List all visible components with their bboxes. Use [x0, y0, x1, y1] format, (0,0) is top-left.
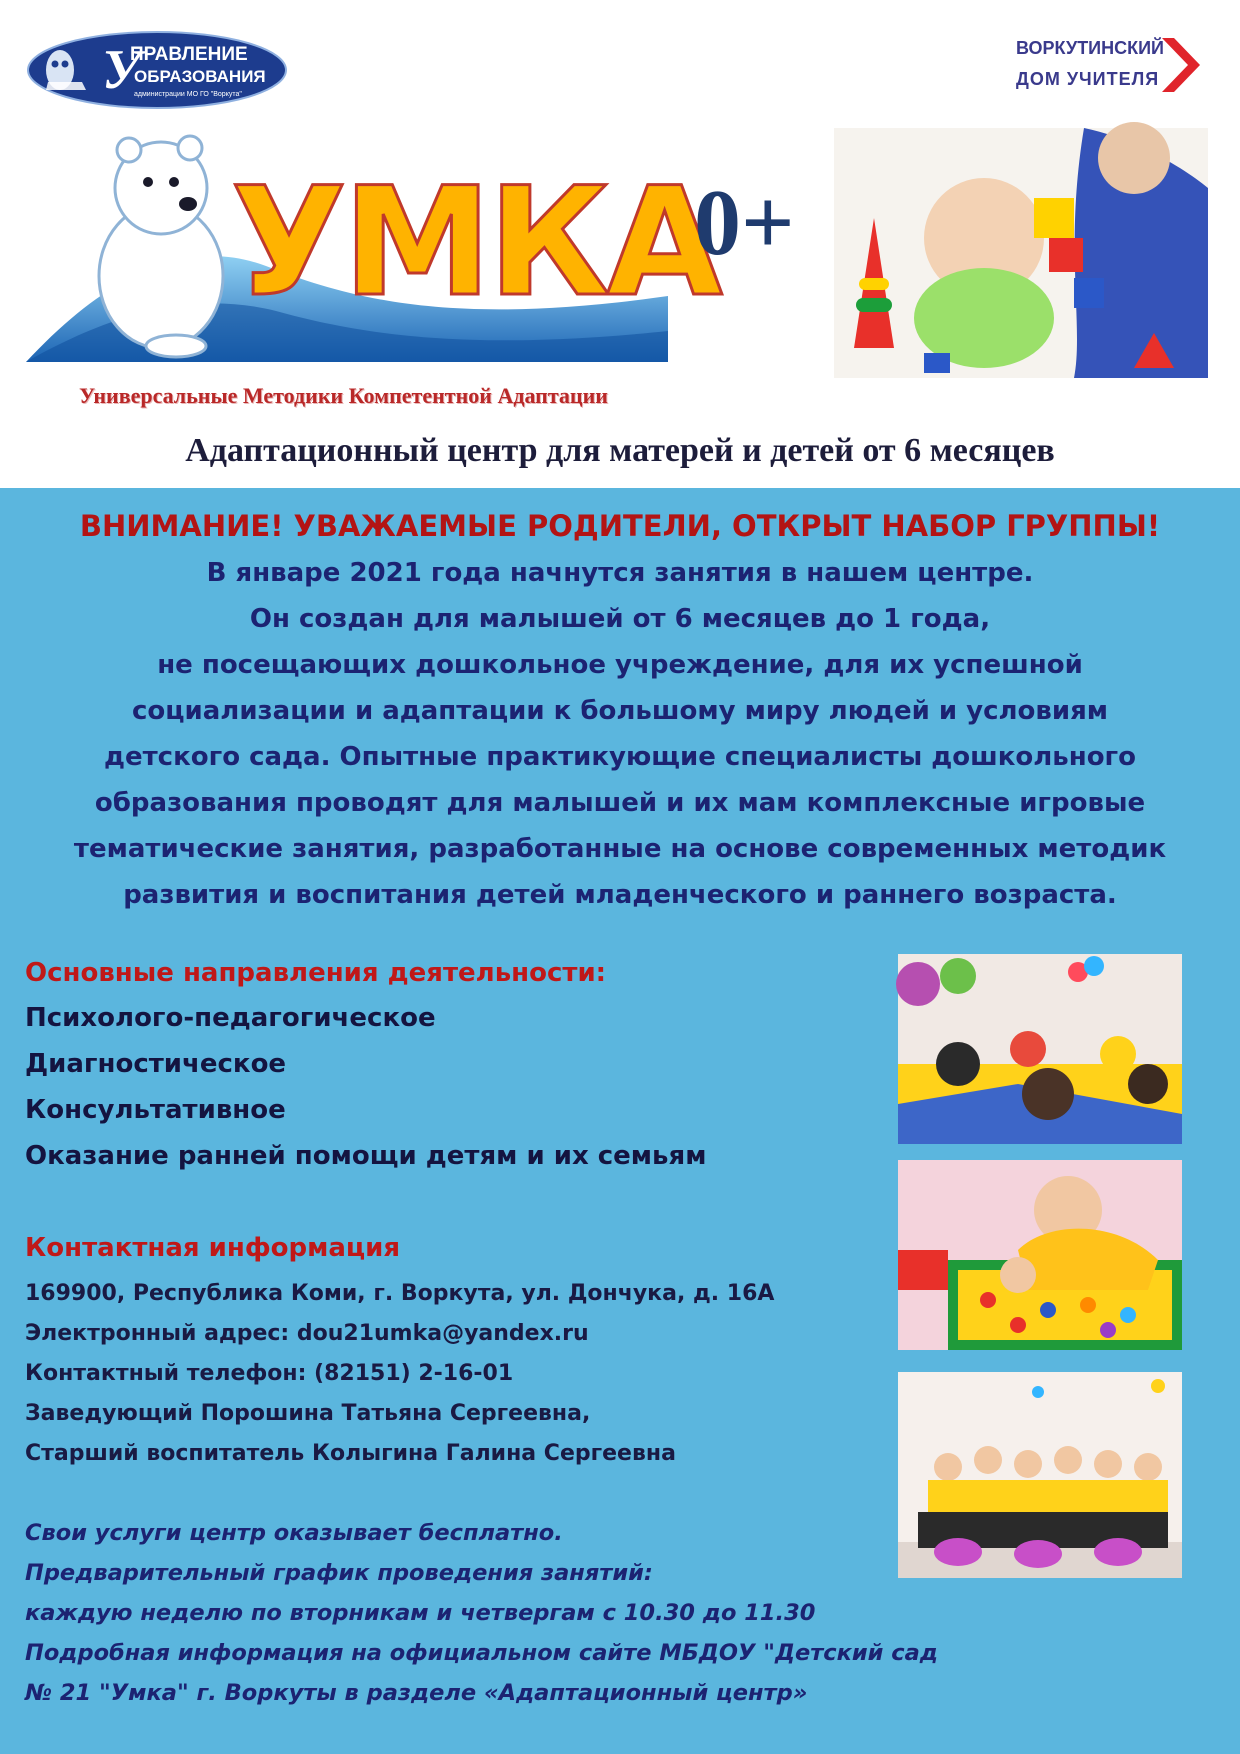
- vdu-logo-line1: ВОРКУТИНСКИЙ: [1016, 38, 1164, 58]
- vdu-logo: [1010, 30, 1210, 100]
- polar-bear-mascot-icon: [99, 136, 223, 357]
- intro-line: не посещающих дошкольное учреждение, для их успешной: [157, 650, 1083, 680]
- intro-line: тематические занятия, разработанные на основе современных методик: [73, 834, 1167, 864]
- contact-email: Электронный адрес: dou21umka@yandex.ru: [25, 1321, 589, 1346]
- upr-logo-line2: ОБРАЗОВАНИЯ: [134, 67, 266, 86]
- intro-line: Он создан для малышей от 6 месяцев до 1 года,: [249, 604, 991, 634]
- direction-item: Оказание ранней помощи детям и их семьям: [25, 1141, 707, 1171]
- header: [0, 0, 1240, 488]
- page-title: Адаптационный центр для матерей и детей от 6 месяцев: [185, 432, 1055, 469]
- intro-line: образования проводят для малышей и их мам комплексные игровые: [94, 788, 1146, 818]
- note-line: № 21 "Умка" г. Воркуты в разделе «Адаптационный центр»: [25, 1680, 808, 1706]
- upr-logo: [26, 30, 288, 110]
- subtitle: Универсальные Методики Компетентной Адаптации: [79, 383, 608, 408]
- intro-line: детского сада. Опытные практикующие специалисты дошкольного: [103, 742, 1136, 772]
- directions-title: Основные направления деятельности:: [25, 958, 607, 988]
- note-line: Подробная информация на официальном сайте МБДОУ "Детский сад: [25, 1640, 938, 1666]
- direction-item: Психолого-педагогическое: [25, 1003, 436, 1033]
- photo-baby-toys: [834, 128, 1208, 378]
- vdu-logo-line2: ДОМ УЧИТЕЛЯ: [1016, 69, 1160, 89]
- upr-logo-letter: У: [102, 39, 141, 101]
- contact-address: 169900, Республика Коми, г. Воркута, ул. Дончука, д. 16А: [25, 1281, 775, 1306]
- note-line: Свои услуги центр оказывает бесплатно.: [25, 1520, 563, 1546]
- umka-logo-text: УМКА: [231, 156, 719, 330]
- note-line: каждую неделю по вторникам и четвергам с 10.30 до 11.30: [25, 1600, 816, 1626]
- direction-item: Диагностическое: [25, 1049, 287, 1079]
- intro-line: развития и воспитания детей младенческого и раннего возраста.: [123, 880, 1117, 910]
- info-panel: [0, 488, 1240, 1754]
- red-chevron-arrow-icon: [1160, 34, 1206, 96]
- upr-logo-line1: ПРАВЛЕНИЕ: [130, 44, 248, 65]
- intro-line: В январе 2021 года начнутся занятия в нашем центре.: [206, 558, 1034, 588]
- intro-line: социализации и адаптации к большому миру людей и условиям: [131, 696, 1109, 726]
- umka-logo: [26, 126, 719, 362]
- note-line: Предварительный график проведения занятий:: [25, 1560, 653, 1586]
- upr-logo-small: администрации МО ГО "Воркута": [134, 91, 242, 98]
- photo-group-portrait: [898, 1372, 1182, 1578]
- photo-group-class: [898, 954, 1182, 1144]
- contact-head: Заведующий Порошина Татьяна Сергеевна,: [25, 1401, 591, 1426]
- direction-item: Консультативное: [25, 1095, 286, 1125]
- photo-ball-pit: [898, 1160, 1182, 1350]
- contact-senior-teacher: Старший воспитатель Колыгина Галина Сергеевна: [25, 1441, 676, 1466]
- attention-headline: ВНИМАНИЕ! УВАЖАЕМЫЕ РОДИТЕЛИ, ОТКРЫТ НАБОР ГРУППЫ!: [79, 509, 1161, 543]
- contact-phone: Контактный телефон: (82151) 2-16-01: [25, 1361, 514, 1386]
- contacts-title: Контактная информация: [25, 1233, 401, 1263]
- age-mark: 0+: [694, 171, 795, 275]
